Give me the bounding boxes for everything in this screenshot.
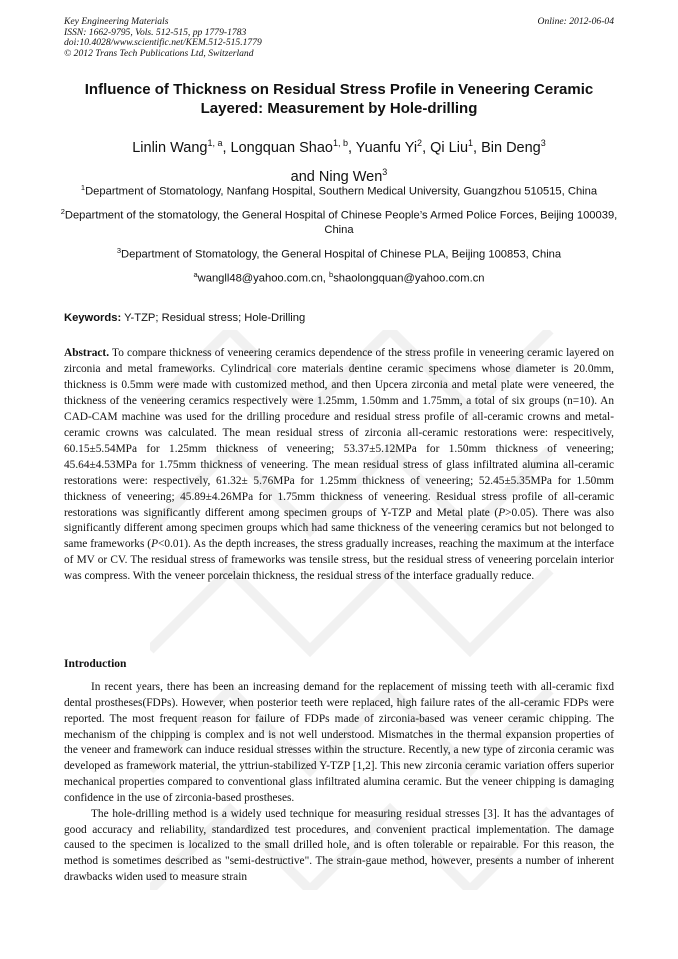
author-sup: 1 bbox=[468, 138, 474, 148]
emails: $^a$wangll48@yahoo.com.cn, $^b$shaolongquan@yahoo.com.cn bbox=[193, 270, 485, 285]
section-heading-introduction: Introduction bbox=[64, 658, 127, 670]
journal-doi: doi:10.4028/www.scientific.net/KEM.512-515.1779 bbox=[64, 37, 262, 49]
paragraph: In recent years, there has been an increasing demand for the replacement of missing teeth with all-ceramic fixd dental prostheses(FDPs). However, when posterior teeth were replaced, high failure rates of the all-ceramic FDPs were reported. The most frequent reason for failure of FDPs made of zirconia-based was veneer ceramic chipping. The mechanism of the chipping is complex and is not well understood. Mismatches in the thermal expansion properties of the veneer and framework can induce residual stresses within the structure. Recently, a new type of zirconia ceramic was developed as framework material, the yttriun-stabilized Y-TZP [1,2]. This new zirconia ceramic variation offers superior mechanical properties compared to conventional glass infiltrated alumina ceramic. But the veneer chipping is damaging confidence in the use of zirconia-based prostheses. bbox=[64, 681, 614, 804]
email-link[interactable]: shaolongquan@yahoo.com.cn bbox=[333, 272, 485, 285]
author-name: Linlin Wang bbox=[132, 139, 208, 156]
author-list bbox=[80, 131, 598, 189]
abstract: Abstract. To compare thickness of veneering ceramics dependence of the stress profile in veneering ceramic layered on zirconia and metal frameworks. Cylindrical core materials dentine ceramic specimens whose diameter is 20.0mm, thickness is 0.5mm were made with customized method, and then Upcera zirconia and metal plate were veneered, the thickness of the veneering ceramics respectively were 1.25mm, 1.50mm and 1.75mm, a total of six groups (n=10). An CAD-CAM machine was used for the drilling procedure and residual stress profile of all-ceramic crowns and metal-ceramic crowns was calculated. The mean residual stress of zirconia all-ceramic restorations were: respecitively, 60.15±5.54MPa for 1.25mm thickness of veneering; 53.37±5.12MPa for 1.50mm thickness of veneering; 45.64±4.53MPa for 1.75mm thickness of veneering. The mean residual stress of glass infiltrated alumina all-ceramic restorations were: respectively, 61.32± 5.76MPa for 1.25mm thickness of veneering; 52.45±5.35MPa for 1.50mm thickness of veneering; 45.89±4.26MPa for 1.75mm thickness of veneering. Residual stress profile of all-ceramic restorations was significantly different among specimen groups of Y-TZP and Metal plate (P>0.05). There was also significantly different among specimen groups which had same thickness of the veneering ceramics but not belonged to same frameworks (P<0.01). As the depth increases, the stress gradually increases, reaching the maximum at the interface of MV or CV. The residual stress of frameworks was tensile stress, but the residual stress of veneering porcelain interior was compress. With the veneer porcelain thickness, the residual stress of the interface gradually reduce. bbox=[64, 347, 615, 583]
author-sup: 3 bbox=[540, 138, 546, 148]
affiliation: $^2$Department of the stomatology, the General Hospital of Chinese People’s Armed Police Forces, Beijing 100039, China bbox=[60, 207, 618, 237]
keywords bbox=[64, 311, 614, 325]
author-name: Yuanfu Yi bbox=[355, 139, 418, 156]
journal-copyright: © 2012 Trans Tech Publications Ltd, Switzerland bbox=[64, 47, 254, 59]
author-name: Bin Deng bbox=[481, 139, 541, 156]
email-link[interactable]: wangll48@yahoo.com.cn, bbox=[197, 272, 330, 285]
online-date: Online: 2012-06-04 bbox=[537, 16, 614, 27]
author-sup: 2 bbox=[417, 138, 423, 148]
affiliations bbox=[60, 181, 618, 292]
keywords-text: Y-TZP; Residual stress; Hole-Drilling bbox=[121, 312, 306, 324]
affiliation: $^3$Department of Stomatology, the General Hospital of Chinese PLA, Beijing 100853, China bbox=[116, 245, 562, 261]
author-line-1: Linlin Wang$^{1, a}$, Longquan Shao$^{1, b}$, Yuanfu Yi$^2$, Qi Liu$^1$, Bin Deng$^3$ bbox=[132, 138, 546, 156]
paragraph: The hole-drilling method is a widely used technique for measuring residual stresses [3]. It has the advantages of good accuracy and reliability, standardized test procedures, and convenient practical implementation. The damage caused to the specimen is localized to the small drilled hole, and is often tolerable or repairable. For this reason, the method is sometimes described as "semi-destructive". The strain-gaue method, however, presents a number of inherent drawbacks widen used to measure strain bbox=[64, 807, 614, 884]
author-sup: 3 bbox=[382, 166, 388, 177]
journal-issn: ISSN: 1662-9795, Vols. 512-515, pp 1779-1783 bbox=[64, 26, 247, 38]
author-name: Qi Liu bbox=[430, 139, 469, 156]
author-name: and Ning Wen bbox=[290, 168, 383, 185]
journal-info bbox=[64, 17, 394, 59]
author-name: Longquan Shao bbox=[230, 139, 333, 156]
introduction-body bbox=[64, 680, 614, 886]
keywords-label: Keywords: bbox=[64, 312, 122, 324]
affiliation: $^1$Department of Stomatology, Nanfang Hospital, Southern Medical University, Guangzhou 510515, China bbox=[80, 183, 598, 198]
author-sup: 1, a bbox=[207, 138, 223, 148]
paper-title: Influence of Thickness on Residual Stress Profile in Veneering Ceramic Layered: Measurement by Hole-drilling bbox=[84, 81, 594, 117]
author-sup: 1, b bbox=[332, 138, 348, 148]
abstract-label: Abstract. bbox=[64, 347, 110, 359]
journal-name: Key Engineering Materials bbox=[64, 16, 169, 27]
